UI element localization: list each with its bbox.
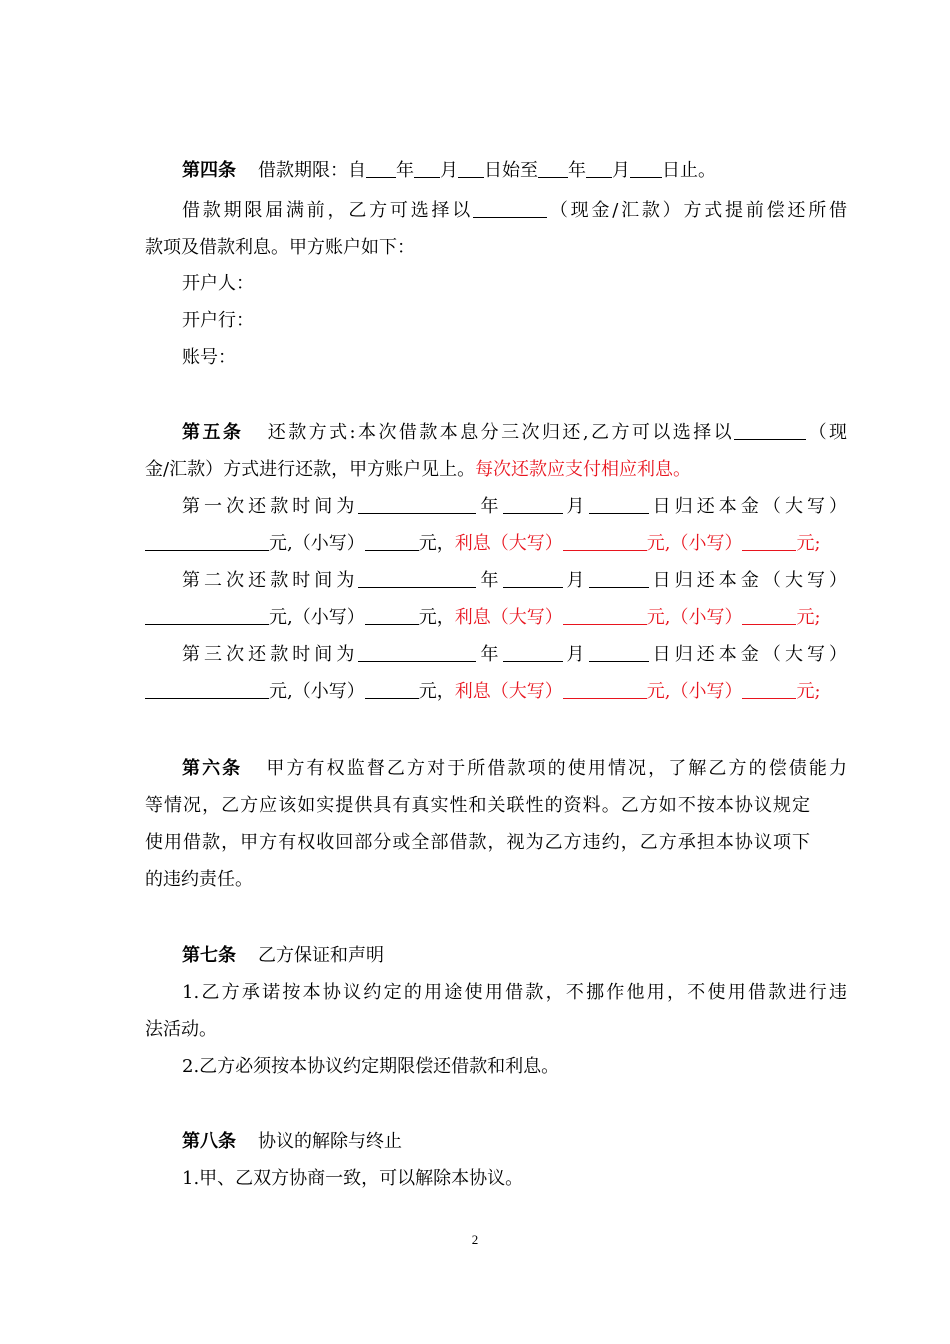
art8-heading [145,1129,847,1155]
installment-1-amounts [145,531,821,557]
text: 第二次还款时间为 [182,570,359,591]
blank [734,421,806,440]
blank [365,680,419,699]
text: 第一次还款时间为 [182,496,359,517]
blank [366,159,396,178]
text: 日归还本金（大写） [648,644,848,665]
installment-3-line [145,642,847,668]
text: 日归还本金（大写） [648,570,848,591]
text: 年 [476,496,503,517]
blank [473,199,547,218]
blank [145,532,269,551]
text: 元; [796,607,821,628]
blank [589,495,649,514]
text: 第三次还款时间为 [182,644,359,665]
blank [358,495,476,514]
text: 元; [796,533,821,554]
year-label: 年 [568,160,586,181]
blank [503,643,563,662]
blank [563,606,647,625]
blank [563,680,647,699]
interest-small-label: 元,（小写） [646,607,743,628]
text: 乙方保证和声明 [258,945,384,966]
art6-line-4: 的违约责任。 [145,869,253,890]
art4-title: 第四条 [182,160,236,181]
installment-2-amounts [145,605,821,631]
day-end-label: 日止。 [662,160,716,181]
art7-title: 第七条 [182,945,236,966]
blank [365,532,419,551]
account-bank-label: 开户行： [182,310,254,331]
year-label: 年 [396,160,414,181]
blank [503,495,563,514]
art5-title: 第五条 [182,422,244,443]
month-label: 月 [612,160,630,181]
text: 元， [418,533,455,554]
blank [589,643,649,662]
text: 还款方式:本次借款本息分三次归还,乙方可以选择以 [265,422,735,443]
blank [586,159,612,178]
art6-line-1 [145,756,847,782]
text: 元， [418,681,455,702]
art6-line-3: 使用借款，甲方有权收回部分或全部借款，视为乙方违约，乙方承担本协议项下 [145,832,810,853]
text: 年 [476,570,503,591]
art8-title: 第八条 [182,1131,236,1152]
blank [145,606,269,625]
text: 元,（小写） [269,533,365,554]
art6-line-2: 等情况，乙方应该如实提供具有真实性和关联性的资料。乙方如不按本协议规定 [145,795,810,816]
text: 月 [562,496,589,517]
installment-3-amounts [145,679,821,705]
text: 月 [562,644,589,665]
art8-item-1: 1.甲、乙双方协商一致，可以解除本协议。 [182,1168,524,1189]
art5-method-line [145,420,847,446]
art7-heading [145,943,847,969]
art4-term-line [145,158,847,184]
text: 甲方有权监督乙方对于所借款项的使用情况，了解乙方的偿债能力 [264,758,847,779]
blank [742,680,796,699]
text: 元; [796,681,821,702]
month-label: 月 [440,160,458,181]
art7-item-2: 2.乙方必须按本协议约定期限偿还借款和利息。 [182,1056,560,1077]
page-number: 2 [471,1232,479,1247]
text: 年 [476,644,503,665]
blank [365,606,419,625]
text: 元,（小写） [269,681,365,702]
blank [358,643,476,662]
interest-notice: 每次还款应支付相应利息。 [475,459,692,480]
text: 金/汇款）方式进行还款，甲方账户见上。 [145,459,476,480]
text: （现 [806,422,848,443]
art7-item-1: 1.乙方承诺按本协议约定的用途使用借款，不挪作他用，不使用借款进行违 [182,982,847,1003]
installment-2-line [145,568,847,594]
account-holder-label: 开户人： [182,273,254,294]
interest-small-label: 元,（小写） [646,681,743,702]
account-number-label: 账号： [182,347,236,368]
blank [358,569,476,588]
text: 借款期限届满前，乙方可选择以 [182,200,474,221]
text: （现金/汇款）方式提前偿还所借 [547,200,847,221]
blank [145,680,269,699]
interest-small-label: 元,（小写） [646,533,743,554]
art6-title: 第六条 [182,758,243,779]
blank [630,159,662,178]
interest-label: 利息（大写） [454,607,563,628]
blank [414,159,440,178]
blank [538,159,568,178]
text: 协议的解除与终止 [258,1131,402,1152]
text: 元， [418,607,455,628]
text: 月 [562,570,589,591]
interest-label: 利息（大写） [454,681,563,702]
text: 日归还本金（大写） [648,496,848,517]
interest-label: 利息（大写） [454,533,563,554]
blank [458,159,484,178]
blank [563,532,647,551]
blank [742,606,796,625]
art4-prepay-line-2: 款项及借款利息。甲方账户如下： [145,237,415,258]
installment-1-line [145,494,847,520]
art7-item-1-cont: 法活动。 [145,1019,217,1040]
blank [742,532,796,551]
text: 元,（小写） [269,607,365,628]
blank [503,569,563,588]
art4-prepay-line [145,198,847,224]
art4-term-label: 借款期限：自 [258,160,366,181]
blank [589,569,649,588]
art5-method-line-2 [145,457,810,483]
day-start-label: 日始至 [484,160,538,181]
